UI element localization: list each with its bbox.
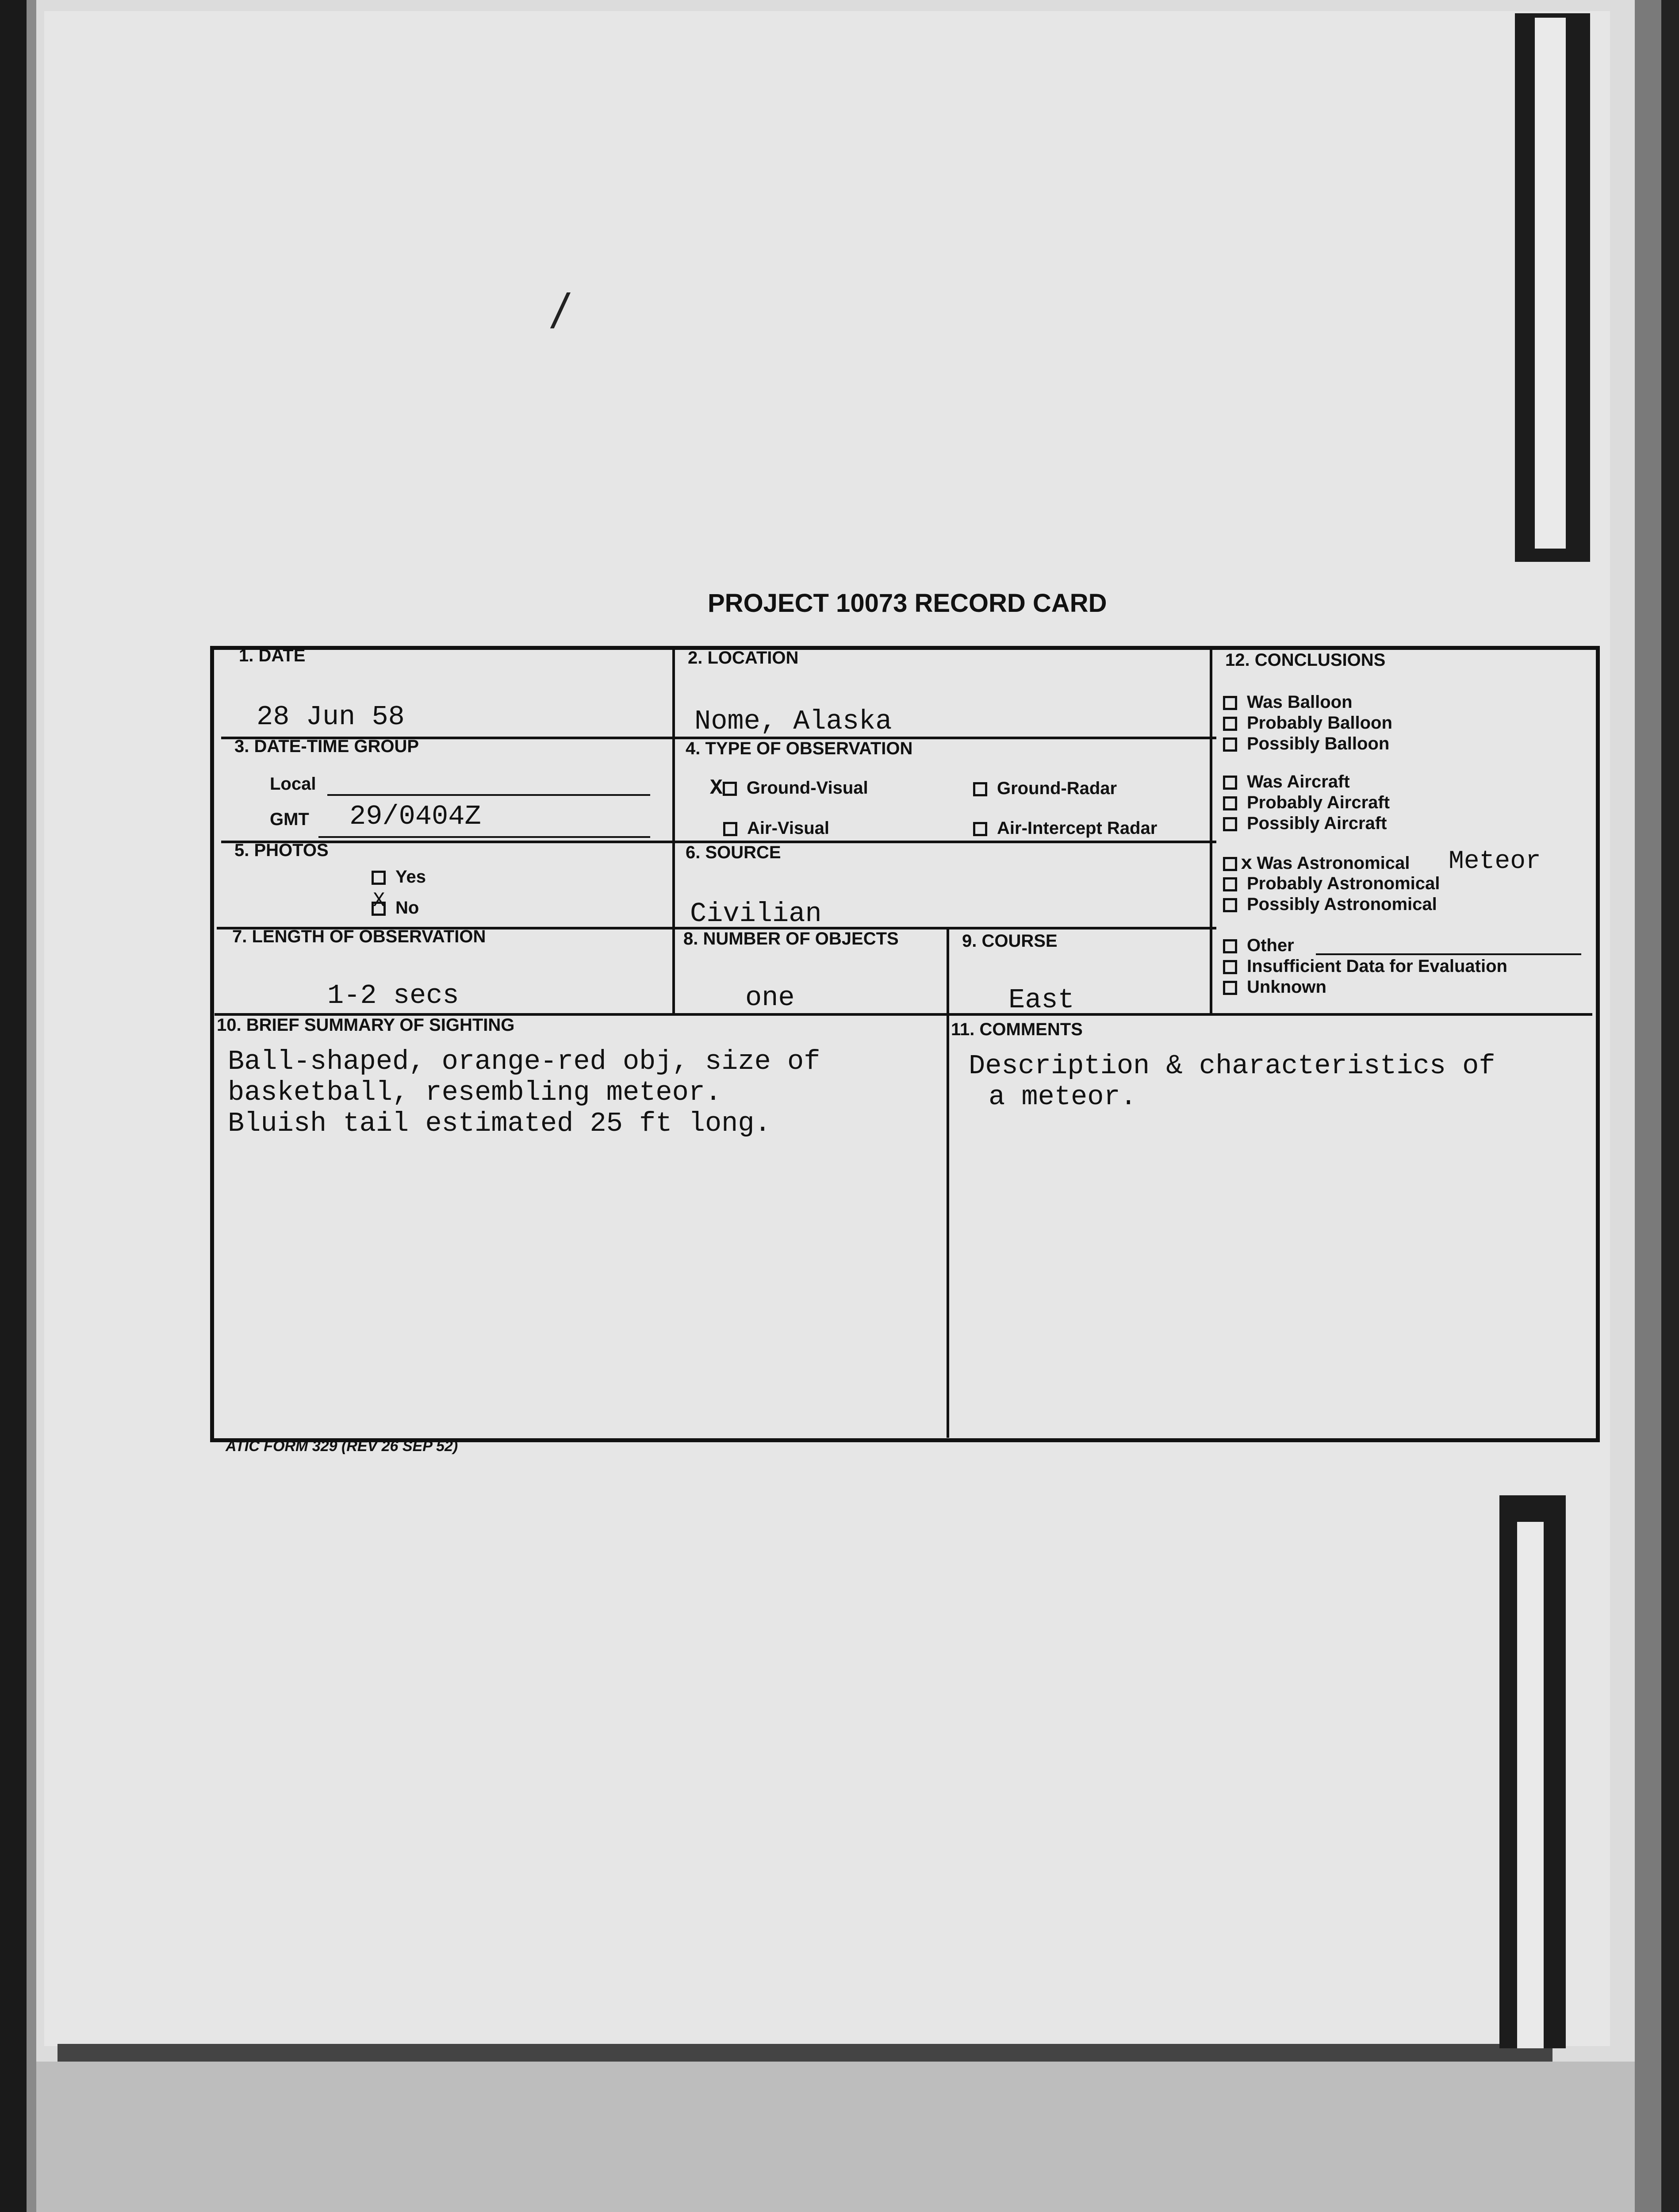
was-balloon-option bbox=[1223, 692, 1353, 712]
local-label: Local bbox=[270, 774, 316, 794]
possibly-balloon-text: Possibly Balloon bbox=[1247, 734, 1390, 753]
was-astronomical-option bbox=[1223, 853, 1410, 875]
probably-balloon-option bbox=[1223, 713, 1392, 733]
number-objects-value: one bbox=[745, 982, 795, 1014]
col-divider-a bbox=[672, 648, 675, 1013]
other-option bbox=[1223, 936, 1294, 956]
was-aircraft-checkbox[interactable] bbox=[1223, 776, 1237, 790]
summary-line-1: Ball-shaped, orange-red obj, size of bbox=[228, 1046, 820, 1077]
air-intercept-option bbox=[973, 818, 1157, 838]
insufficient-data-text: Insufficient Data for Evaluation bbox=[1247, 956, 1507, 976]
gmt-value: 29/0404Z bbox=[349, 801, 481, 832]
unknown-text: Unknown bbox=[1247, 977, 1326, 997]
number-objects-label: 8. NUMBER OF OBJECTS bbox=[683, 929, 899, 949]
film-border-right bbox=[1661, 0, 1679, 2212]
course-label: 9. COURSE bbox=[962, 931, 1058, 951]
summary-label: 10. BRIEF SUMMARY OF SIGHTING bbox=[217, 1015, 515, 1035]
possibly-astronomical-option bbox=[1223, 895, 1437, 914]
other-text: Other bbox=[1247, 936, 1294, 955]
paper-bottom-edge bbox=[58, 2044, 1552, 2062]
air-intercept-text: Air-Intercept Radar bbox=[997, 818, 1158, 838]
observation-type-label: 4. TYPE OF OBSERVATION bbox=[686, 739, 913, 758]
probably-balloon-checkbox[interactable] bbox=[1223, 717, 1237, 731]
ground-visual-mark: X bbox=[710, 776, 723, 800]
comments-line-2: a meteor. bbox=[989, 1081, 1137, 1113]
date-label: 1. DATE bbox=[239, 646, 306, 665]
source-value: Civilian bbox=[690, 898, 822, 925]
datetime-group-label: 3. DATE-TIME GROUP bbox=[234, 737, 419, 756]
col-divider-b bbox=[947, 929, 949, 1438]
ground-visual-text: Ground-Visual bbox=[746, 778, 868, 798]
air-visual-option bbox=[723, 818, 829, 838]
course-value: East bbox=[1008, 984, 1074, 1016]
source-label: 6. SOURCE bbox=[686, 843, 781, 862]
pen-tick-mark: / bbox=[553, 284, 567, 338]
was-aircraft-text: Was Aircraft bbox=[1247, 772, 1350, 791]
photos-yes-checkbox[interactable] bbox=[372, 871, 386, 885]
photos-yes-text: Yes bbox=[395, 867, 426, 887]
form-footer: ATIC FORM 329 (REV 26 SEP 52) bbox=[226, 1438, 458, 1455]
was-aircraft-option bbox=[1223, 772, 1350, 792]
possibly-aircraft-option bbox=[1223, 814, 1387, 833]
comments-line-1: Description & characteristics of bbox=[969, 1050, 1495, 1082]
astronomical-note: Meteor bbox=[1449, 847, 1541, 876]
air-intercept-checkbox[interactable] bbox=[973, 822, 987, 836]
possibly-balloon-checkbox[interactable] bbox=[1223, 737, 1237, 752]
possibly-astronomical-text: Possibly Astronomical bbox=[1247, 895, 1437, 914]
probably-balloon-text: Probably Balloon bbox=[1247, 713, 1392, 733]
local-underline bbox=[327, 794, 650, 796]
conclusions-label: 12. CONCLUSIONS bbox=[1225, 650, 1386, 670]
film-border-left bbox=[0, 0, 27, 2212]
film-strip-bottom-right bbox=[1499, 1495, 1566, 2048]
ground-visual-option bbox=[710, 776, 868, 800]
probably-astronomical-option bbox=[1223, 874, 1440, 894]
photos-yes-option bbox=[372, 867, 426, 887]
photos-no-mark: X bbox=[373, 889, 385, 912]
record-card-box bbox=[210, 646, 1600, 1442]
unknown-option bbox=[1223, 977, 1326, 997]
summary-line-3: Bluish tail estimated 25 ft long. bbox=[228, 1108, 771, 1139]
probably-astronomical-checkbox[interactable] bbox=[1223, 877, 1237, 891]
probably-aircraft-checkbox[interactable] bbox=[1223, 796, 1237, 810]
probably-astronomical-text: Probably Astronomical bbox=[1247, 874, 1440, 893]
possibly-astronomical-checkbox[interactable] bbox=[1223, 898, 1237, 912]
photos-label: 5. PHOTOS bbox=[234, 841, 329, 860]
location-label: 2. LOCATION bbox=[688, 648, 799, 668]
astronomical-mark: x bbox=[1241, 853, 1253, 875]
film-border-right-inner bbox=[1635, 0, 1661, 2212]
other-underline bbox=[1316, 953, 1581, 955]
probably-aircraft-option bbox=[1223, 793, 1390, 813]
insufficient-data-checkbox[interactable] bbox=[1223, 960, 1237, 974]
gmt-label: GMT bbox=[270, 810, 309, 829]
was-astronomical-text: Was Astronomical bbox=[1257, 853, 1410, 873]
comments-label: 11. COMMENTS bbox=[951, 1020, 1083, 1039]
unknown-checkbox[interactable] bbox=[1223, 981, 1237, 995]
possibly-aircraft-checkbox[interactable] bbox=[1223, 817, 1237, 831]
photos-no-text: No bbox=[395, 898, 419, 918]
was-balloon-text: Was Balloon bbox=[1247, 692, 1353, 712]
ground-visual-checkbox[interactable] bbox=[723, 782, 737, 796]
length-value: 1-2 secs bbox=[327, 980, 459, 1011]
ground-radar-text: Ground-Radar bbox=[997, 779, 1117, 798]
film-lower-area bbox=[36, 2062, 1635, 2212]
summary-line-2: basketball, resembling meteor. bbox=[228, 1077, 722, 1108]
date-value: 28 Jun 58 bbox=[257, 701, 405, 733]
was-astronomical-checkbox[interactable] bbox=[1223, 857, 1237, 871]
col-divider-c bbox=[1210, 648, 1212, 1015]
insufficient-data-option bbox=[1223, 956, 1507, 976]
length-label: 7. LENGTH OF OBSERVATION bbox=[232, 927, 486, 946]
location-value: Nome, Alaska bbox=[694, 706, 892, 737]
gmt-underline bbox=[318, 836, 650, 838]
ground-radar-option bbox=[973, 779, 1117, 799]
film-strip-top-right bbox=[1515, 13, 1590, 562]
film-border-left-inner bbox=[27, 0, 36, 2212]
possibly-balloon-option bbox=[1223, 734, 1389, 754]
probably-aircraft-text: Probably Aircraft bbox=[1247, 793, 1390, 812]
air-visual-checkbox[interactable] bbox=[723, 822, 737, 836]
card-title: PROJECT 10073 RECORD CARD bbox=[708, 589, 1107, 618]
other-checkbox[interactable] bbox=[1223, 939, 1237, 953]
air-visual-text: Air-Visual bbox=[747, 818, 829, 838]
was-balloon-checkbox[interactable] bbox=[1223, 696, 1237, 710]
ground-radar-checkbox[interactable] bbox=[973, 782, 987, 796]
possibly-aircraft-text: Possibly Aircraft bbox=[1247, 814, 1387, 833]
